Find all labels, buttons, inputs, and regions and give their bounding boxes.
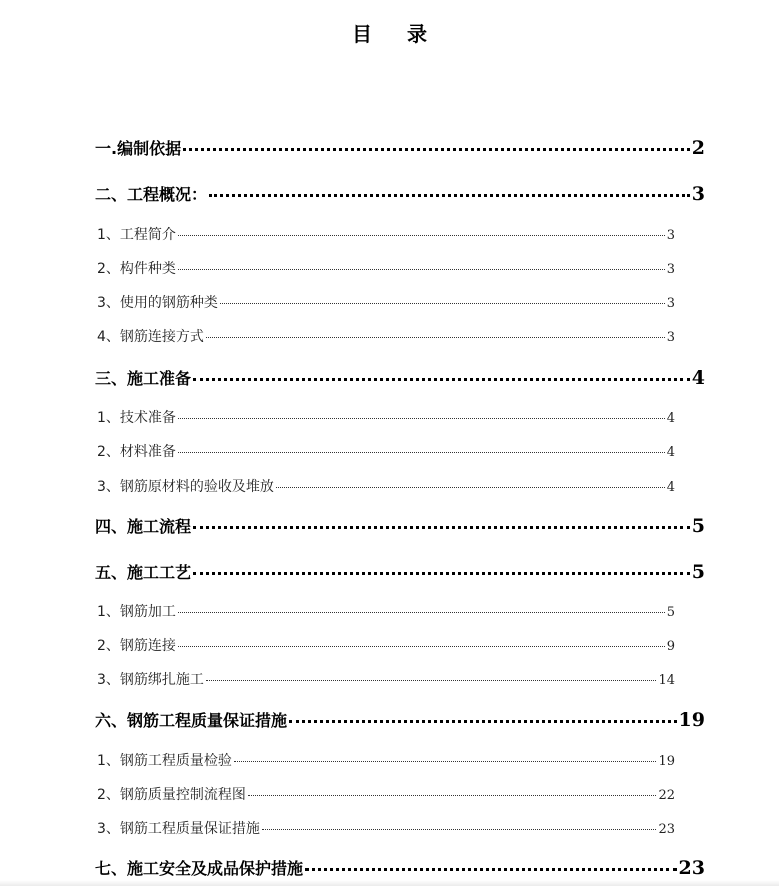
toc-dot-leader xyxy=(193,526,690,529)
toc-entry-label: 1、钢筋工程质量检验 xyxy=(97,753,232,769)
toc-subentry[interactable] xyxy=(97,476,675,496)
toc-dot-leader xyxy=(262,829,657,830)
toc-page-number: 19 xyxy=(678,709,705,731)
toc-dot-leader xyxy=(206,680,657,681)
toc-page-number: 3 xyxy=(691,183,705,205)
toc-dot-leader xyxy=(193,378,690,381)
toc-subentry[interactable] xyxy=(97,750,675,770)
toc-dot-leader xyxy=(178,612,665,613)
toc-entry[interactable] xyxy=(95,366,705,389)
toc-page-number: 2 xyxy=(691,137,705,159)
toc-subentry[interactable] xyxy=(97,635,675,655)
toc-entry-label: 七、施工安全及成品保护措施 xyxy=(95,859,304,878)
toc-page-number: 9 xyxy=(666,639,675,654)
toc-page-number: 5 xyxy=(666,605,675,620)
toc-entry-label: 2、钢筋质量控制流程图 xyxy=(97,787,246,803)
toc-dot-leader xyxy=(183,148,690,151)
toc-entry[interactable] xyxy=(95,856,705,879)
toc-page-number: 3 xyxy=(666,228,675,243)
toc-subentry[interactable] xyxy=(97,292,675,312)
toc-subentry[interactable] xyxy=(97,669,675,689)
toc-entry-label: 五、施工工艺 xyxy=(95,563,192,582)
toc-entry-label: 三、施工准备 xyxy=(95,369,192,388)
toc-subentry[interactable] xyxy=(97,441,675,461)
toc-subentry[interactable] xyxy=(97,224,675,244)
toc-dot-leader xyxy=(305,868,677,871)
toc-dot-leader xyxy=(276,487,665,488)
toc-entry[interactable] xyxy=(95,708,705,731)
toc-entry-label: 1、工程简介 xyxy=(97,227,176,243)
toc-entry-label: 2、材料准备 xyxy=(97,444,176,460)
toc-page-number: 19 xyxy=(658,754,675,769)
toc-subentry[interactable] xyxy=(97,818,675,838)
toc-page-number: 5 xyxy=(691,561,705,583)
toc-dot-leader xyxy=(178,418,665,419)
toc-entry-label: 3、钢筋绑扎施工 xyxy=(97,672,204,688)
toc-dot-leader xyxy=(178,646,665,647)
toc-dot-leader xyxy=(220,303,665,304)
toc-entry-label: 3、钢筋原材料的验收及堆放 xyxy=(97,479,274,495)
toc-dot-leader xyxy=(234,761,657,762)
toc-dot-leader xyxy=(289,720,677,723)
toc-subentry[interactable] xyxy=(97,407,675,427)
toc-subentry[interactable] xyxy=(97,784,675,804)
toc-dot-leader xyxy=(206,337,665,338)
toc-entry-label: 四、施工流程 xyxy=(95,517,192,536)
toc-entry[interactable] xyxy=(95,514,705,537)
toc-title: 目 录 xyxy=(352,22,441,46)
toc-page-number: 5 xyxy=(691,515,705,537)
toc-page-number: 22 xyxy=(658,788,675,803)
toc-page-number: 4 xyxy=(691,367,705,389)
toc-entry[interactable] xyxy=(95,136,705,159)
toc-page-number: 4 xyxy=(666,480,675,495)
toc-entry-label: 4、钢筋连接方式 xyxy=(97,329,204,345)
toc-entry-label: 二、工程概况： xyxy=(95,185,208,204)
toc-dot-leader xyxy=(193,572,690,575)
toc-subentry[interactable] xyxy=(97,326,675,346)
toc-entry[interactable] xyxy=(95,182,705,205)
toc-entry-label: 2、钢筋连接 xyxy=(97,638,176,654)
toc-entry-label: 2、构件种类 xyxy=(97,261,176,277)
toc-page-number: 3 xyxy=(666,330,675,345)
toc-dot-leader xyxy=(178,452,665,453)
toc-entry-label: 六、钢筋工程质量保证措施 xyxy=(95,711,288,730)
toc-page-number: 4 xyxy=(666,411,675,426)
toc-entry-label: 1、钢筋加工 xyxy=(97,604,176,620)
toc-entry-label: 1、技术准备 xyxy=(97,410,176,426)
page-bottom-edge xyxy=(0,880,779,886)
toc-page-number: 14 xyxy=(658,673,675,688)
toc-dot-leader xyxy=(178,235,665,236)
toc-entry-label: 一.编制依据 xyxy=(95,139,182,158)
toc-page-number: 23 xyxy=(658,822,675,837)
toc-dot-leader xyxy=(178,269,665,270)
toc-page-number: 4 xyxy=(666,445,675,460)
toc-subentry[interactable] xyxy=(97,601,675,621)
toc-page-number: 23 xyxy=(678,857,705,879)
toc-dot-leader xyxy=(248,795,657,796)
toc-entry[interactable] xyxy=(95,560,705,583)
toc-entry-label: 3、钢筋工程质量保证措施 xyxy=(97,821,260,837)
toc-entry-label: 3、使用的钢筋种类 xyxy=(97,295,218,311)
toc-page-number: 3 xyxy=(666,262,675,277)
toc-subentry[interactable] xyxy=(97,258,675,278)
toc-page-number: 3 xyxy=(666,296,675,311)
toc-dot-leader xyxy=(209,194,690,197)
